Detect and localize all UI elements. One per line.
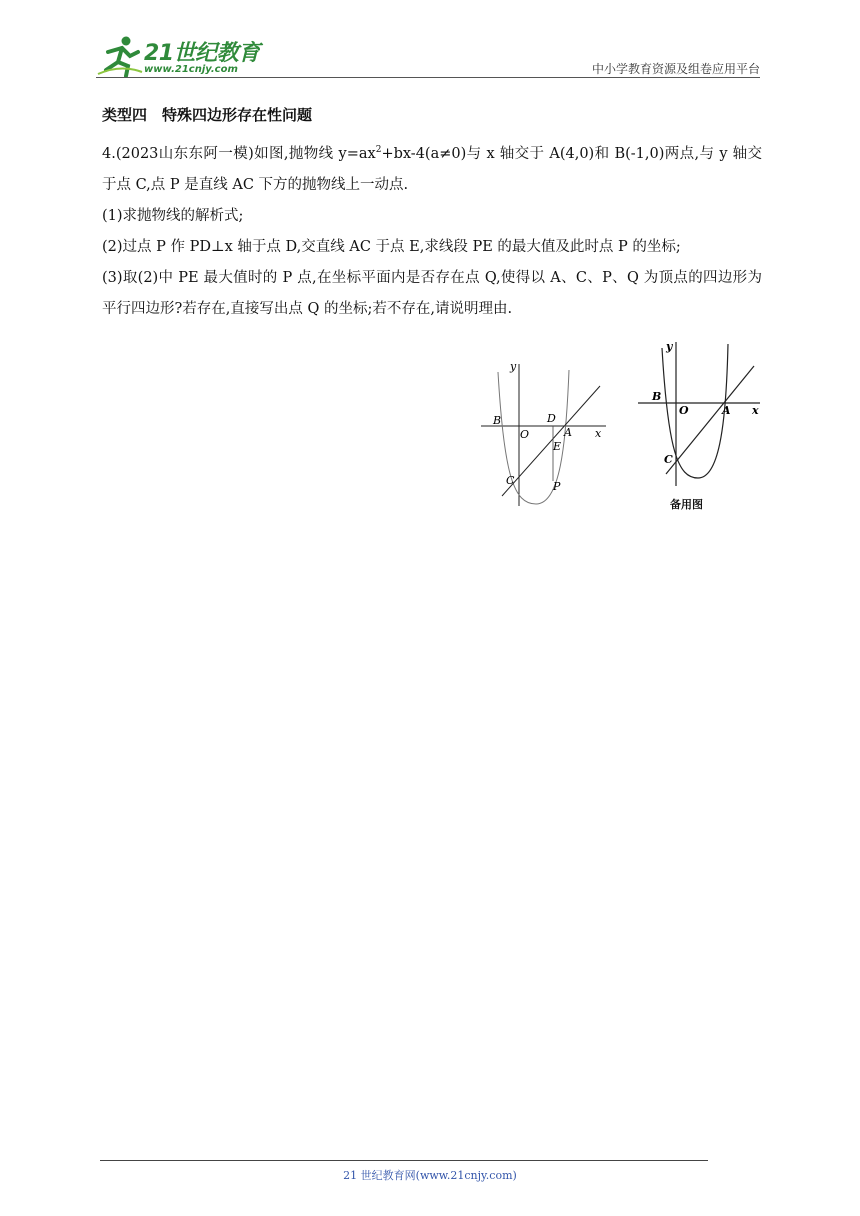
fig2-label-y: y (666, 340, 673, 353)
fig2-label-O: O (679, 404, 689, 417)
fig1-label-x: x (595, 427, 602, 440)
platform-name: 中小学教育资源及组卷应用平台 (591, 62, 760, 76)
statement-part-1: 4.(2023山东东阿一模)如图,抛物线 y=ax (102, 146, 376, 162)
runner-logo-icon (96, 34, 144, 78)
logo-url: www.21cnjy.com (144, 64, 238, 75)
footer-divider (100, 1160, 708, 1161)
fig1-label-O: O (520, 428, 530, 441)
problem-content (102, 104, 762, 325)
figure-main-graph (478, 356, 613, 512)
page-footer: 21 世纪教育网(www.21cnjy.com) (343, 1169, 517, 1182)
question-1: (1)求抛物线的解析式; (102, 208, 244, 224)
question-3: (3)取(2)中 PE 最大值时的 P 点,在坐标平面内是否存在点 Q,使得以 A、C、P、Q 为顶点的四边形为平行四边形?若存在,直接写出点 Q 的坐标;若不存在,请说明理由. (102, 270, 762, 317)
figure-main (478, 356, 613, 516)
header-divider (96, 77, 760, 78)
fig2-label-B: B (652, 390, 662, 403)
fig2-label-x: x (752, 404, 759, 417)
fig1-label-D: D (547, 412, 556, 425)
logo (96, 34, 266, 78)
fig1-label-A: A (564, 426, 572, 439)
problem-statement (102, 139, 762, 201)
question-2: (2)过点 P 作 PD⊥x 轴于点 D,交直线 AC 于点 E,求线段 PE 的最大值及此时点 P 的坐标; (102, 239, 681, 255)
page-header (96, 34, 760, 80)
figure-spare-caption: 备用图 (670, 498, 703, 511)
figure-spare-graph (634, 336, 769, 492)
fig1-label-B: B (493, 414, 502, 427)
section-title: 类型四 特殊四边形存在性问题 (102, 106, 313, 124)
statement-part-2: +bx-4(a≠0)与 x 轴交于 A(4,0)和 B(-1,0)两点,与 y 轴交于点 C,点 P 是直线 AC 下方的抛物线上一动点. (102, 146, 762, 193)
exponent: 2 (375, 145, 382, 156)
fig1-label-P: P (553, 480, 561, 493)
fig2-label-A: A (722, 404, 731, 417)
fig1-label-y: y (510, 360, 517, 373)
fig1-label-E: E (553, 440, 562, 453)
fig1-label-C: C (506, 474, 515, 487)
figure-spare (634, 336, 769, 496)
fig2-label-C: C (664, 453, 673, 466)
logo-text: 21世纪教育 (144, 41, 260, 66)
